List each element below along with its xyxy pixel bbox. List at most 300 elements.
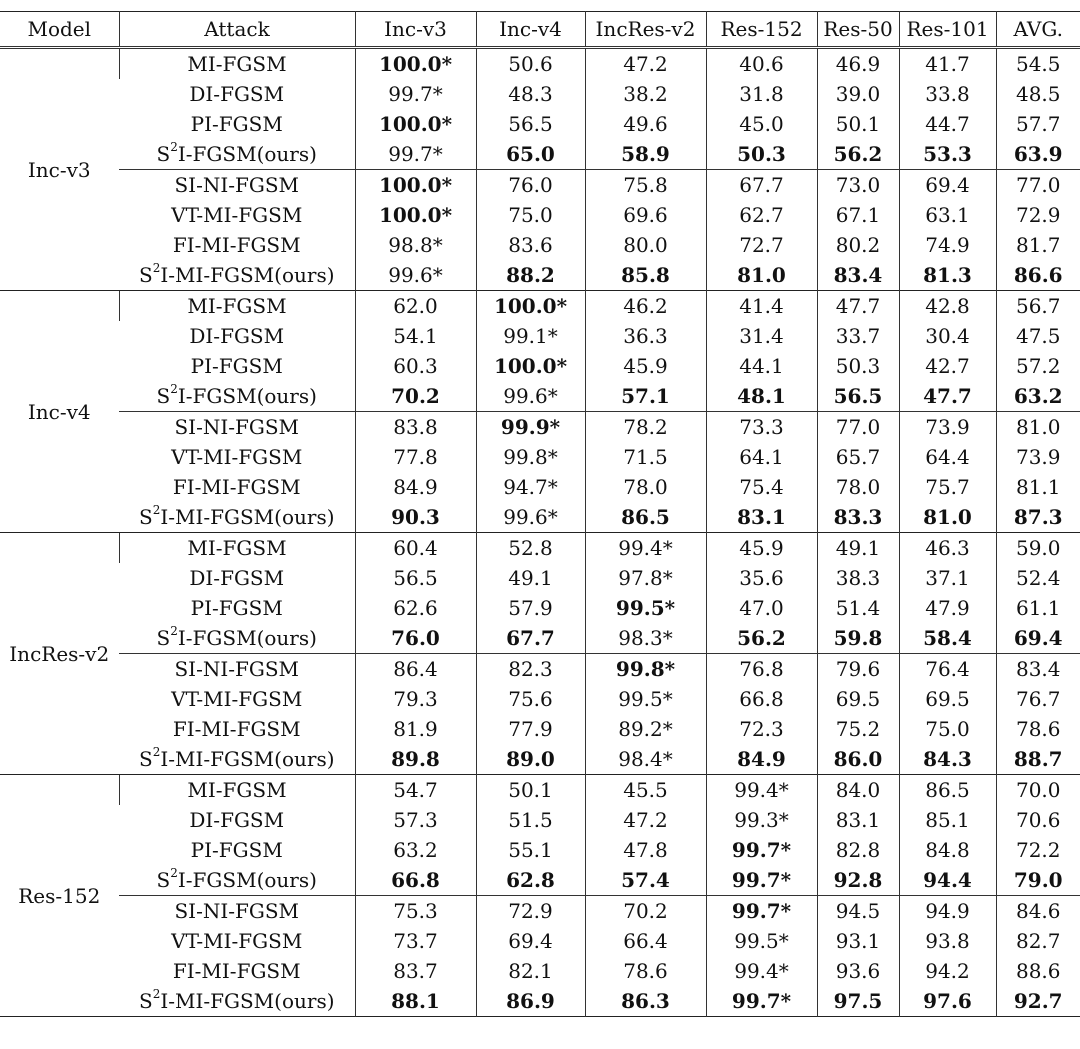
value-cell: 44.7 <box>899 109 996 139</box>
value-cell: 52.4 <box>996 563 1080 593</box>
value-cell: 78.6 <box>996 714 1080 744</box>
value-cell: 47.2 <box>585 48 706 80</box>
value-cell: 83.4 <box>996 654 1080 685</box>
value-cell: 94.4 <box>899 865 996 896</box>
attack-name-suffix: I-FGSM(ours) <box>177 868 317 892</box>
value-cell: 86.4 <box>355 654 476 685</box>
value-cell: 60.3 <box>355 351 476 381</box>
value-cell: 69.5 <box>817 684 899 714</box>
value-cell: 72.9 <box>996 200 1080 230</box>
value-cell: 86.0 <box>817 744 899 775</box>
header-row <box>0 12 1080 48</box>
value-cell: 93.1 <box>817 926 899 956</box>
table-row <box>0 956 1080 986</box>
attack-cell: VT-MI-FGSM <box>171 929 303 953</box>
table-row <box>0 321 1080 351</box>
value-cell: 97.5 <box>817 986 899 1017</box>
value-cell: 92.7 <box>996 986 1080 1017</box>
value-cell: 83.4 <box>817 260 899 291</box>
value-cell: 100.0* <box>476 351 585 381</box>
attack-name-suffix: I-MI-FGSM(ours) <box>160 747 335 771</box>
table-row <box>0 623 1080 654</box>
value-cell: 36.3 <box>585 321 706 351</box>
value-cell: 100.0* <box>476 291 585 322</box>
value-cell: 67.7 <box>706 170 817 201</box>
attack-cell: PI-FGSM <box>190 354 283 378</box>
attack-name-superscript: 2 <box>170 624 178 639</box>
value-cell: 65.7 <box>817 442 899 472</box>
attack-name-suffix: I-MI-FGSM(ours) <box>160 505 335 529</box>
value-cell: 99.7* <box>355 79 476 109</box>
value-cell: 52.8 <box>476 533 585 564</box>
value-cell: 64.1 <box>706 442 817 472</box>
value-cell: 70.2 <box>355 381 476 412</box>
value-cell: 45.0 <box>706 109 817 139</box>
value-cell: 78.6 <box>585 956 706 986</box>
table-row <box>0 139 1080 170</box>
table-row <box>0 79 1080 109</box>
attack-name-prefix: S <box>138 989 153 1013</box>
value-cell: 99.4* <box>706 956 817 986</box>
attack-cell: MI-FGSM <box>119 48 355 80</box>
value-cell: 88.2 <box>476 260 585 291</box>
model-cell: Inc-v4 <box>0 291 119 533</box>
value-cell: 75.0 <box>899 714 996 744</box>
attack-name-prefix: S <box>138 747 153 771</box>
attack-cell: DI-FGSM <box>189 566 285 590</box>
table-row <box>0 593 1080 623</box>
value-cell: 99.7* <box>706 865 817 896</box>
attack-cell: FI-MI-FGSM <box>172 475 301 499</box>
value-cell: 99.7* <box>706 896 817 927</box>
value-cell: 75.2 <box>817 714 899 744</box>
attack-cell: FI-MI-FGSM <box>172 233 301 257</box>
value-cell: 97.6 <box>899 986 996 1017</box>
table-row <box>0 714 1080 744</box>
value-cell: 99.7* <box>706 986 817 1017</box>
value-cell: 84.9 <box>706 744 817 775</box>
value-cell: 81.7 <box>996 230 1080 260</box>
value-cell: 45.9 <box>585 351 706 381</box>
attack-name-suffix: I-FGSM(ours) <box>177 626 317 650</box>
value-cell: 72.7 <box>706 230 817 260</box>
value-cell: 81.0 <box>706 260 817 291</box>
value-cell: 75.7 <box>899 472 996 502</box>
value-cell: 58.9 <box>585 139 706 170</box>
header-inc-v3: Inc-v3 <box>355 12 476 48</box>
value-cell: 69.4 <box>476 926 585 956</box>
attack-cell: FI-MI-FGSM <box>172 959 301 983</box>
value-cell: 75.0 <box>476 200 585 230</box>
model-cell: IncRes-v2 <box>0 533 119 775</box>
attack-name-suffix: I-MI-FGSM(ours) <box>160 989 335 1013</box>
value-cell: 75.3 <box>355 896 476 927</box>
header-avg: AVG. <box>996 12 1080 48</box>
value-cell: 51.4 <box>817 593 899 623</box>
value-cell: 80.0 <box>585 230 706 260</box>
value-cell: 79.3 <box>355 684 476 714</box>
value-cell: 85.1 <box>899 805 996 835</box>
value-cell: 94.9 <box>899 896 996 927</box>
attack-cell: SI-NI-FGSM <box>119 654 355 685</box>
value-cell: 63.1 <box>899 200 996 230</box>
value-cell: 99.4* <box>585 533 706 564</box>
table-row <box>0 472 1080 502</box>
value-cell: 47.2 <box>585 805 706 835</box>
value-cell: 72.9 <box>476 896 585 927</box>
value-cell: 78.2 <box>585 412 706 443</box>
table-row <box>0 533 1080 564</box>
value-cell: 75.4 <box>706 472 817 502</box>
value-cell: 86.5 <box>585 502 706 533</box>
value-cell: 82.1 <box>476 956 585 986</box>
value-cell: 50.6 <box>476 48 585 80</box>
value-cell: 83.1 <box>817 805 899 835</box>
value-cell: 63.2 <box>355 835 476 865</box>
value-cell: 58.4 <box>899 623 996 654</box>
value-cell: 75.8 <box>585 170 706 201</box>
value-cell: 45.9 <box>706 533 817 564</box>
value-cell: 31.8 <box>706 79 817 109</box>
value-cell: 64.4 <box>899 442 996 472</box>
value-cell: 99.5* <box>585 684 706 714</box>
table-row <box>0 805 1080 835</box>
value-cell: 83.1 <box>706 502 817 533</box>
value-cell: 86.5 <box>899 775 996 806</box>
table-row <box>0 865 1080 896</box>
value-cell: 30.4 <box>899 321 996 351</box>
model-cell: Inc-v3 <box>0 48 119 291</box>
value-cell: 97.8* <box>585 563 706 593</box>
table-row <box>0 926 1080 956</box>
value-cell: 99.8* <box>585 654 706 685</box>
attack-name-superscript: 2 <box>170 140 178 155</box>
value-cell: 89.2* <box>585 714 706 744</box>
attack-name-suffix: I-FGSM(ours) <box>177 142 317 166</box>
value-cell: 73.0 <box>817 170 899 201</box>
value-cell: 93.6 <box>817 956 899 986</box>
value-cell: 89.8 <box>355 744 476 775</box>
value-cell: 76.0 <box>476 170 585 201</box>
table-row <box>0 896 1080 927</box>
value-cell: 70.6 <box>996 805 1080 835</box>
value-cell: 65.0 <box>476 139 585 170</box>
value-cell: 99.9* <box>476 412 585 443</box>
value-cell: 63.2 <box>996 381 1080 412</box>
value-cell: 88.1 <box>355 986 476 1017</box>
header-res-50: Res-50 <box>817 12 899 48</box>
value-cell: 77.0 <box>996 170 1080 201</box>
value-cell: 56.5 <box>817 381 899 412</box>
value-cell: 40.6 <box>706 48 817 80</box>
value-cell: 51.5 <box>476 805 585 835</box>
attack-cell: DI-FGSM <box>189 82 285 106</box>
value-cell: 82.7 <box>996 926 1080 956</box>
value-cell: 54.1 <box>355 321 476 351</box>
attack-name-prefix: S <box>138 263 153 287</box>
table-row <box>0 48 1080 80</box>
table-row <box>0 291 1080 322</box>
value-cell: 94.5 <box>817 896 899 927</box>
value-cell: 76.8 <box>706 654 817 685</box>
value-cell: 50.3 <box>706 139 817 170</box>
table-row <box>0 230 1080 260</box>
value-cell: 31.4 <box>706 321 817 351</box>
value-cell: 50.3 <box>817 351 899 381</box>
value-cell: 99.3* <box>706 805 817 835</box>
value-cell: 99.5* <box>585 593 706 623</box>
value-cell: 83.6 <box>476 230 585 260</box>
attack-cell: SI-NI-FGSM <box>119 896 355 927</box>
value-cell: 46.2 <box>585 291 706 322</box>
value-cell: 69.6 <box>585 200 706 230</box>
attack-cell: SI-NI-FGSM <box>119 170 355 201</box>
value-cell: 57.3 <box>355 805 476 835</box>
value-cell: 56.5 <box>476 109 585 139</box>
value-cell: 100.0* <box>355 109 476 139</box>
value-cell: 72.2 <box>996 835 1080 865</box>
value-cell: 82.3 <box>476 654 585 685</box>
table-row <box>0 381 1080 412</box>
attack-cell <box>119 381 355 412</box>
value-cell: 46.9 <box>817 48 899 80</box>
value-cell: 77.9 <box>476 714 585 744</box>
value-cell: 47.0 <box>706 593 817 623</box>
table-row <box>0 775 1080 806</box>
value-cell: 99.8* <box>476 442 585 472</box>
attack-cell: MI-FGSM <box>119 291 355 322</box>
value-cell: 73.3 <box>706 412 817 443</box>
attack-cell: SI-NI-FGSM <box>119 412 355 443</box>
value-cell: 49.6 <box>585 109 706 139</box>
attack-name-superscript: 2 <box>170 382 178 397</box>
attack-name-suffix: I-MI-FGSM(ours) <box>160 263 335 287</box>
attack-cell: DI-FGSM <box>189 324 285 348</box>
value-cell: 47.9 <box>899 593 996 623</box>
attack-name-prefix: S <box>156 384 171 408</box>
value-cell: 72.3 <box>706 714 817 744</box>
value-cell: 99.7* <box>706 835 817 865</box>
attack-cell <box>119 260 355 291</box>
value-cell: 63.9 <box>996 139 1080 170</box>
header-attack: Attack <box>119 12 355 48</box>
table-row <box>0 563 1080 593</box>
value-cell: 82.8 <box>817 835 899 865</box>
value-cell: 59.8 <box>817 623 899 654</box>
value-cell: 66.4 <box>585 926 706 956</box>
value-cell: 70.2 <box>585 896 706 927</box>
value-cell: 56.7 <box>996 291 1080 322</box>
value-cell: 42.8 <box>899 291 996 322</box>
attack-cell: MI-FGSM <box>119 775 355 806</box>
value-cell: 79.0 <box>996 865 1080 896</box>
attack-cell: VT-MI-FGSM <box>171 445 303 469</box>
attack-name-superscript: 2 <box>170 866 178 881</box>
value-cell: 57.1 <box>585 381 706 412</box>
attack-cell: FI-MI-FGSM <box>172 717 301 741</box>
value-cell: 86.9 <box>476 986 585 1017</box>
value-cell: 39.0 <box>817 79 899 109</box>
value-cell: 84.9 <box>355 472 476 502</box>
value-cell: 62.6 <box>355 593 476 623</box>
value-cell: 47.5 <box>996 321 1080 351</box>
value-cell: 86.6 <box>996 260 1080 291</box>
attack-name-superscript: 2 <box>152 261 161 276</box>
value-cell: 73.9 <box>996 442 1080 472</box>
attack-name-prefix: S <box>138 505 153 529</box>
value-cell: 33.8 <box>899 79 996 109</box>
value-cell: 62.8 <box>476 865 585 896</box>
value-cell: 84.0 <box>817 775 899 806</box>
attack-name-prefix: S <box>156 142 171 166</box>
value-cell: 98.3* <box>585 623 706 654</box>
value-cell: 81.0 <box>899 502 996 533</box>
attack-cell: MI-FGSM <box>119 533 355 564</box>
table-row <box>0 442 1080 472</box>
value-cell: 56.2 <box>817 139 899 170</box>
value-cell: 81.3 <box>899 260 996 291</box>
value-cell: 99.4* <box>706 775 817 806</box>
value-cell: 55.1 <box>476 835 585 865</box>
value-cell: 69.4 <box>996 623 1080 654</box>
value-cell: 35.6 <box>706 563 817 593</box>
value-cell: 84.6 <box>996 896 1080 927</box>
value-cell: 48.1 <box>706 381 817 412</box>
value-cell: 71.5 <box>585 442 706 472</box>
value-cell: 56.5 <box>355 563 476 593</box>
value-cell: 73.9 <box>899 412 996 443</box>
value-cell: 83.8 <box>355 412 476 443</box>
attack-cell <box>119 139 355 170</box>
value-cell: 60.4 <box>355 533 476 564</box>
value-cell: 99.7* <box>355 139 476 170</box>
value-cell: 100.0* <box>355 170 476 201</box>
value-cell: 89.0 <box>476 744 585 775</box>
value-cell: 99.5* <box>706 926 817 956</box>
table-row <box>0 260 1080 291</box>
value-cell: 37.1 <box>899 563 996 593</box>
value-cell: 62.7 <box>706 200 817 230</box>
attack-name-prefix: S <box>156 868 171 892</box>
value-cell: 47.8 <box>585 835 706 865</box>
value-cell: 45.5 <box>585 775 706 806</box>
value-cell: 76.7 <box>996 684 1080 714</box>
value-cell: 78.0 <box>817 472 899 502</box>
value-cell: 80.2 <box>817 230 899 260</box>
value-cell: 99.1* <box>476 321 585 351</box>
attack-cell: PI-FGSM <box>190 596 283 620</box>
value-cell: 93.8 <box>899 926 996 956</box>
value-cell: 57.9 <box>476 593 585 623</box>
attack-name-superscript: 2 <box>152 503 161 518</box>
attack-name-suffix: I-FGSM(ours) <box>177 384 317 408</box>
value-cell: 73.7 <box>355 926 476 956</box>
table-row <box>0 654 1080 685</box>
value-cell: 79.6 <box>817 654 899 685</box>
value-cell: 81.9 <box>355 714 476 744</box>
attack-cell <box>119 623 355 654</box>
value-cell: 88.6 <box>996 956 1080 986</box>
attack-name-superscript: 2 <box>152 987 161 1002</box>
value-cell: 50.1 <box>476 775 585 806</box>
table-row <box>0 170 1080 201</box>
table-row <box>0 744 1080 775</box>
attack-cell <box>119 865 355 896</box>
value-cell: 99.6* <box>355 260 476 291</box>
table-row <box>0 835 1080 865</box>
value-cell: 41.4 <box>706 291 817 322</box>
model-cell: Res-152 <box>0 775 119 1017</box>
value-cell: 59.0 <box>996 533 1080 564</box>
attack-name-prefix: S <box>156 626 171 650</box>
value-cell: 49.1 <box>476 563 585 593</box>
attack-cell: DI-FGSM <box>189 808 285 832</box>
value-cell: 48.3 <box>476 79 585 109</box>
value-cell: 46.3 <box>899 533 996 564</box>
value-cell: 98.4* <box>585 744 706 775</box>
table-row <box>0 109 1080 139</box>
attack-cell <box>119 986 355 1017</box>
attack-cell <box>119 744 355 775</box>
value-cell: 53.3 <box>899 139 996 170</box>
table-row <box>0 412 1080 443</box>
value-cell: 38.2 <box>585 79 706 109</box>
header-res-101: Res-101 <box>899 12 996 48</box>
value-cell: 38.3 <box>817 563 899 593</box>
value-cell: 57.4 <box>585 865 706 896</box>
value-cell: 94.7* <box>476 472 585 502</box>
value-cell: 100.0* <box>355 48 476 80</box>
value-cell: 99.6* <box>476 381 585 412</box>
value-cell: 47.7 <box>899 381 996 412</box>
value-cell: 81.1 <box>996 472 1080 502</box>
header-res-152: Res-152 <box>706 12 817 48</box>
value-cell: 78.0 <box>585 472 706 502</box>
table-row <box>0 684 1080 714</box>
header-incres-v2: IncRes-v2 <box>585 12 706 48</box>
value-cell: 100.0* <box>355 200 476 230</box>
header-inc-v4: Inc-v4 <box>476 12 585 48</box>
table-body <box>0 48 1080 1017</box>
value-cell: 67.7 <box>476 623 585 654</box>
results-table <box>0 11 1080 1017</box>
value-cell: 76.0 <box>355 623 476 654</box>
value-cell: 50.1 <box>817 109 899 139</box>
value-cell: 69.5 <box>899 684 996 714</box>
attack-cell: PI-FGSM <box>190 838 283 862</box>
table-row <box>0 986 1080 1017</box>
value-cell: 56.2 <box>706 623 817 654</box>
value-cell: 87.3 <box>996 502 1080 533</box>
value-cell: 84.3 <box>899 744 996 775</box>
value-cell: 66.8 <box>355 865 476 896</box>
value-cell: 66.8 <box>706 684 817 714</box>
value-cell: 57.2 <box>996 351 1080 381</box>
value-cell: 98.8* <box>355 230 476 260</box>
value-cell: 84.8 <box>899 835 996 865</box>
value-cell: 49.1 <box>817 533 899 564</box>
value-cell: 70.0 <box>996 775 1080 806</box>
table-row <box>0 351 1080 381</box>
value-cell: 94.2 <box>899 956 996 986</box>
value-cell: 90.3 <box>355 502 476 533</box>
value-cell: 42.7 <box>899 351 996 381</box>
value-cell: 76.4 <box>899 654 996 685</box>
value-cell: 81.0 <box>996 412 1080 443</box>
value-cell: 99.6* <box>476 502 585 533</box>
value-cell: 92.8 <box>817 865 899 896</box>
value-cell: 62.0 <box>355 291 476 322</box>
